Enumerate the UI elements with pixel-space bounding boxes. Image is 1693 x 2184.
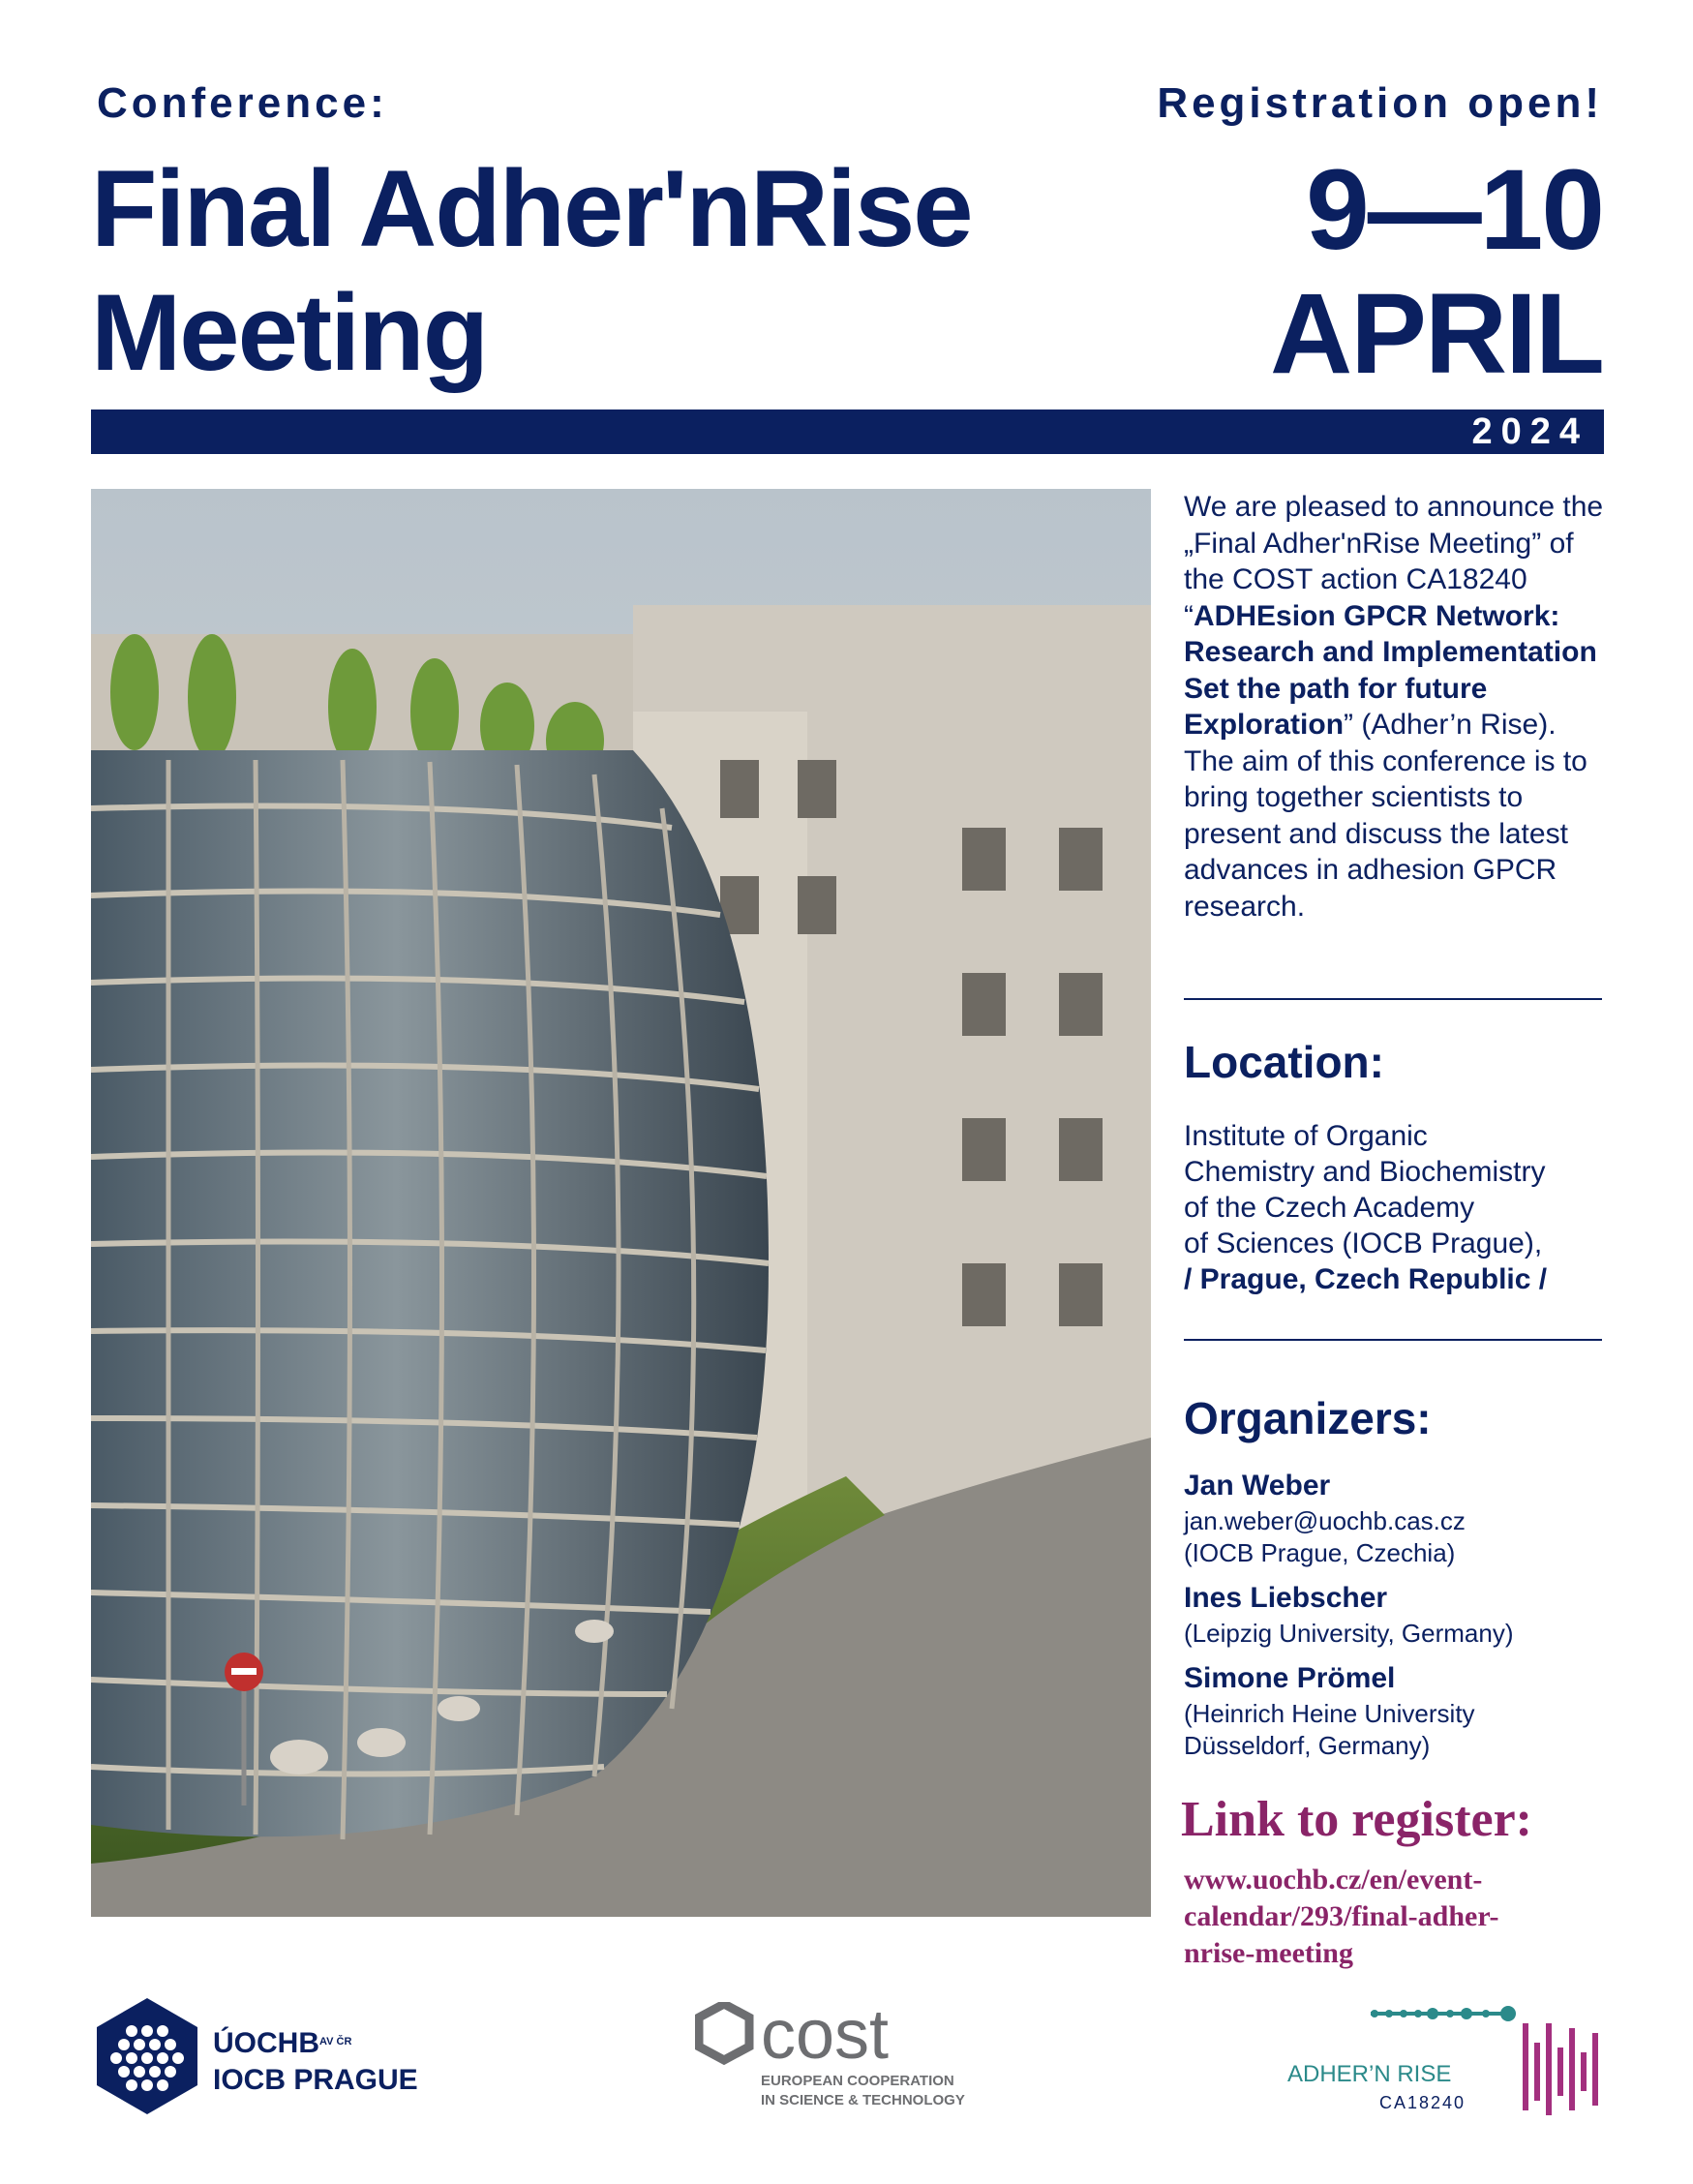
intro-text-1: We are pleased to announce the „Final Adher'nRise Meeting” of the COST action CA18240 “ [1184,491,1604,632]
location-heading: Location: [1184,1037,1384,1087]
building-photo [91,489,1151,1917]
title-line-2: Meeting [91,272,488,393]
intro-bold-title: ADHEsion GPCR Network: Research and Implementation Set the path for future Exploration [1184,599,1597,741]
adhernrise-logo [1287,1994,1617,2130]
location-line: Institute of Organic [1184,1120,1428,1152]
intro-paragraph [1184,489,1610,925]
location-line: Chemistry and Biochemistry [1184,1156,1546,1188]
header-rule [91,410,1604,454]
svg-text:CA18240: CA18240 [1379,2093,1466,2112]
conference-label: Conference: [97,79,388,127]
cost-hex-icon [695,2002,1005,2118]
svg-text:IOCB PRAGUE: IOCB PRAGUE [213,2064,418,2096]
register-link[interactable]: www.uochb.cz/en/event- [1184,1864,1483,1896]
cost-logo [695,2002,1005,2118]
svg-text:cost: cost [761,2002,890,2074]
iocb-logo [89,1996,457,2122]
adhernrise-gpcr-icon [1287,1994,1617,2130]
organizer-affiliation: (Leipzig University, Germany) [1184,1619,1514,1648]
location-line: of the Czech Academy [1184,1192,1475,1224]
location-city: / Prague, Czech Republic / [1184,1263,1548,1295]
svg-text:IN SCIENCE & TECHNOLOGY: IN SCIENCE & TECHNOLOGY [761,2092,965,2108]
register-link[interactable]: calendar/293/final-adher- [1184,1900,1499,1932]
organizer-affiliation: (Heinrich Heine University [1184,1699,1475,1728]
location-line: of Sciences (IOCB Prague), [1184,1228,1543,1259]
organizer-name: Simone Prömel [1184,1662,1396,1694]
intro-text-2: ” (Adher’n Rise). The aim of this conference is to bring together scientists to present and discuss the latest advances in adhesion GPCR research. [1184,709,1587,923]
iocb-hex-icon [89,1996,457,2122]
register-heading: Link to register: [1181,1792,1532,1847]
organizers-heading: Organizers: [1184,1393,1432,1443]
title-line-1: Final Adher'nRise [91,148,972,269]
date-days: 9—10 [1306,146,1603,274]
organizer-name: Ines Liebscher [1184,1582,1388,1614]
svg-text:EUROPEAN COOPERATION: EUROPEAN COOPERATION [761,2073,954,2089]
year-label: 2024 [1471,411,1588,452]
date-month: APRIL [1270,270,1603,398]
organizer-affiliation: (IOCB Prague, Czechia) [1184,1538,1456,1567]
organizer-name: Jan Weber [1184,1470,1331,1502]
divider [1184,998,1602,1000]
registration-open: Registration open! [1157,79,1603,127]
register-link[interactable]: nrise-meeting [1184,1937,1353,1969]
svg-text:ÚOCHB: ÚOCHB [213,2027,319,2059]
organizer-email[interactable]: jan.weber@uochb.cas.cz [1184,1506,1466,1535]
organizer-affiliation: Düsseldorf, Germany) [1184,1731,1431,1760]
divider [1184,1339,1602,1341]
svg-text:AV ČR: AV ČR [319,2036,352,2048]
svg-text:ADHER’N RISE: ADHER’N RISE [1287,2061,1452,2087]
